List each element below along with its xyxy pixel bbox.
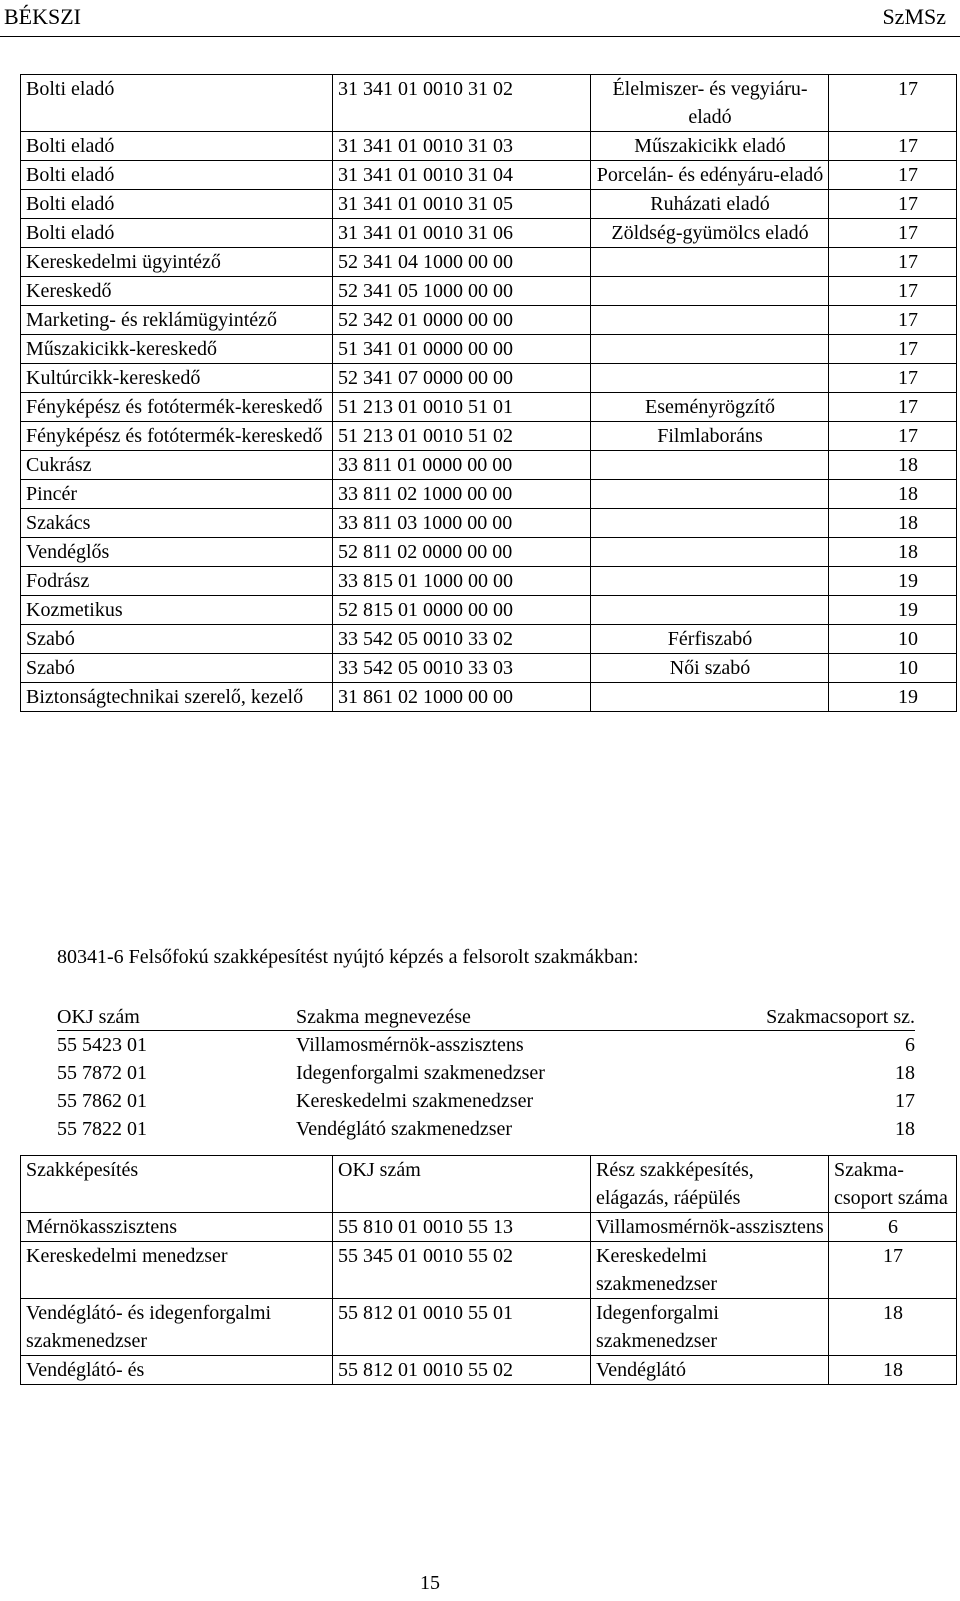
- table-row: [21, 364, 957, 393]
- okj-number: 33 811 02 1000 00 00: [333, 480, 591, 509]
- higher-education-list-rows: [57, 1031, 915, 1143]
- group-number: 19: [829, 683, 957, 712]
- partial-qualification: [591, 567, 829, 596]
- qualification-name: Kultúrcikk-kereskedő: [21, 364, 333, 393]
- okj-number: 55 5423 01: [57, 1034, 147, 1056]
- qualification-name: Bolti eladó: [21, 190, 333, 219]
- higher-education-list: [57, 1003, 915, 1143]
- group-number: 18: [895, 1118, 915, 1140]
- okj-number: 31 341 01 0010 31 04: [333, 161, 591, 190]
- table-header-row: [21, 1156, 957, 1213]
- partial-qualification: Idegenforgalmi szakmenedzser: [591, 1299, 829, 1356]
- header-okj: OKJ szám: [333, 1156, 591, 1213]
- table-row: [21, 248, 957, 277]
- group-number: 17: [829, 219, 957, 248]
- profession-name: Kereskedelmi szakmenedzser: [296, 1090, 534, 1112]
- qualification-name: Bolti eladó: [21, 219, 333, 248]
- qualification-name: Kozmetikus: [21, 596, 333, 625]
- qualification-name: Bolti eladó: [21, 132, 333, 161]
- header-divider: [0, 36, 960, 37]
- partial-qualification: [591, 596, 829, 625]
- table-row: [21, 132, 957, 161]
- okj-number: 31 341 01 0010 31 06: [333, 219, 591, 248]
- okj-number: 31 861 02 1000 00 00: [333, 683, 591, 712]
- group-number: 17: [829, 364, 957, 393]
- okj-number: 55 7862 01: [57, 1090, 147, 1112]
- table-row: [21, 335, 957, 364]
- group-number: 10: [829, 625, 957, 654]
- okj-number: 51 213 01 0010 51 02: [333, 422, 591, 451]
- okj-number: 33 542 05 0010 33 02: [333, 625, 591, 654]
- partial-qualification: [591, 480, 829, 509]
- qualification-name: Kereskedelmi ügyintéző: [21, 248, 333, 277]
- table-row: [21, 75, 957, 132]
- table-row: [21, 654, 957, 683]
- qualification-name: Fényképész és fotótermék-kereskedő: [21, 422, 333, 451]
- partial-qualification: Porcelán- és edényáru-eladó: [591, 161, 829, 190]
- okj-number: 55 812 01 0010 55 02: [333, 1356, 591, 1385]
- header-partial-qualification: Rész szakképesítés, elágazás, ráépülés: [591, 1156, 829, 1213]
- list-item: [57, 1059, 915, 1087]
- table-row: [21, 277, 957, 306]
- qualification-name: Szabó: [21, 654, 333, 683]
- group-number: 17: [829, 422, 957, 451]
- group-number: 18: [829, 1356, 957, 1385]
- group-number: 17: [829, 306, 957, 335]
- okj-number: 55 812 01 0010 55 01: [333, 1299, 591, 1356]
- table-row: [21, 1356, 957, 1385]
- okj-number: 51 213 01 0010 51 01: [333, 393, 591, 422]
- okj-number: 31 341 01 0010 31 05: [333, 190, 591, 219]
- okj-number: 51 341 01 0000 00 00: [333, 335, 591, 364]
- section-title: 80341-6 Felsőfokú szakképesítést nyújtó képzés a felsorolt szakmákban:: [57, 946, 639, 968]
- partial-qualification: [591, 335, 829, 364]
- partial-qualification: [591, 509, 829, 538]
- table-row: [21, 567, 957, 596]
- qualification-name: Szabó: [21, 625, 333, 654]
- okj-number: 55 7822 01: [57, 1118, 147, 1140]
- group-number: 17: [829, 132, 957, 161]
- partial-qualification: [591, 538, 829, 567]
- partial-qualification: Filmlaboráns: [591, 422, 829, 451]
- partial-qualification: Kereskedelmi szakmenedzser: [591, 1242, 829, 1299]
- table-row: [21, 625, 957, 654]
- qualification-name: Mérnökasszisztens: [21, 1213, 333, 1242]
- table-row: [21, 596, 957, 625]
- group-number: 17: [829, 248, 957, 277]
- group-number: 6: [829, 1213, 957, 1242]
- group-number: 17: [895, 1090, 915, 1112]
- group-number: 18: [829, 451, 957, 480]
- header-qualification: Szakképesítés: [21, 1156, 333, 1213]
- qualification-name: Kereskedelmi menedzser: [21, 1242, 333, 1299]
- table-row: [21, 1213, 957, 1242]
- group-number: 17: [829, 393, 957, 422]
- header-group-number: Szakma-csoport száma: [829, 1156, 957, 1213]
- group-number: 18: [829, 509, 957, 538]
- header-institution: BÉKSZI: [4, 4, 81, 29]
- profession-name: Vendéglátó szakmenedzser: [296, 1118, 513, 1140]
- list-item: [57, 1031, 915, 1059]
- partial-qualification: [591, 248, 829, 277]
- profession-name: Villamosmérnök-asszisztens: [296, 1034, 524, 1056]
- qualification-name: Fodrász: [21, 567, 333, 596]
- partial-qualification: Műszakicikk eladó: [591, 132, 829, 161]
- okj-number: 33 811 03 1000 00 00: [333, 509, 591, 538]
- partial-qualification: [591, 277, 829, 306]
- table-row: [21, 190, 957, 219]
- group-number: 17: [829, 161, 957, 190]
- qualification-name: Pincér: [21, 480, 333, 509]
- qualification-name: Marketing- és reklámügyintéző: [21, 306, 333, 335]
- okj-number: 55 7872 01: [57, 1062, 147, 1084]
- partial-qualification: Eseményrögzítő: [591, 393, 829, 422]
- partial-qualification: [591, 306, 829, 335]
- okj-number: 33 811 01 0000 00 00: [333, 451, 591, 480]
- header-profession-name: Szakma megnevezése: [296, 1006, 471, 1028]
- table-row: [21, 1242, 957, 1299]
- table-row: [21, 509, 957, 538]
- page-number: 15: [420, 1572, 440, 1594]
- qualification-name: Biztonságtechnikai szerelő, kezelő: [21, 683, 333, 712]
- okj-number: 31 341 01 0010 31 02: [333, 75, 591, 132]
- qualification-name: Szakács: [21, 509, 333, 538]
- header-okj: OKJ szám: [57, 1006, 140, 1028]
- partial-qualification: Zöldség-gyümölcs eladó: [591, 219, 829, 248]
- partial-qualification: Vendéglátó: [591, 1356, 829, 1385]
- table-row: [21, 683, 957, 712]
- group-number: 17: [829, 190, 957, 219]
- partial-qualification: Élelmiszer- és vegyiáru-eladó: [591, 75, 829, 132]
- okj-number: 31 341 01 0010 31 03: [333, 132, 591, 161]
- group-number: 10: [829, 654, 957, 683]
- table-row: [21, 219, 957, 248]
- okj-number: 52 341 04 1000 00 00: [333, 248, 591, 277]
- partial-qualification: Villamosmérnök-asszisztens: [591, 1213, 829, 1242]
- okj-number: 52 341 07 0000 00 00: [333, 364, 591, 393]
- qualification-name: Bolti eladó: [21, 75, 333, 132]
- assistant-qualifications-table: [20, 1155, 957, 1385]
- header-document-code: SzMSz: [882, 4, 946, 29]
- qualification-name: Vendéglátó- és idegenforgalmi szakmenedzser: [21, 1299, 333, 1356]
- group-number: 18: [829, 1299, 957, 1356]
- qualification-name: Cukrász: [21, 451, 333, 480]
- qualification-name: Vendéglátó- és: [21, 1356, 333, 1385]
- list-item: [57, 1115, 915, 1143]
- partial-qualification: [591, 451, 829, 480]
- okj-number: 52 342 01 0000 00 00: [333, 306, 591, 335]
- okj-number: 52 815 01 0000 00 00: [333, 596, 591, 625]
- table-row: [21, 1299, 957, 1356]
- list-item: [57, 1087, 915, 1115]
- okj-number: 52 341 05 1000 00 00: [333, 277, 591, 306]
- profession-name: Idegenforgalmi szakmenedzser: [296, 1062, 545, 1084]
- partial-qualification: Ruházati eladó: [591, 190, 829, 219]
- higher-education-list-header: [57, 1003, 915, 1031]
- table-row: [21, 538, 957, 567]
- partial-qualification: Férfiszabó: [591, 625, 829, 654]
- okj-number: 52 811 02 0000 00 00: [333, 538, 591, 567]
- okj-number: 33 542 05 0010 33 03: [333, 654, 591, 683]
- table-row: [21, 451, 957, 480]
- okj-number: 55 810 01 0010 55 13: [333, 1213, 591, 1242]
- table-row: [21, 480, 957, 509]
- qualification-name: Vendéglős: [21, 538, 333, 567]
- group-number: 18: [895, 1062, 915, 1084]
- group-number: 18: [829, 480, 957, 509]
- group-number: 18: [829, 538, 957, 567]
- table-row: [21, 306, 957, 335]
- table-row: [21, 161, 957, 190]
- partial-qualification: [591, 683, 829, 712]
- group-number: 17: [829, 277, 957, 306]
- qualification-name: Kereskedő: [21, 277, 333, 306]
- okj-number: 33 815 01 1000 00 00: [333, 567, 591, 596]
- qualification-name: Műszakicikk-kereskedő: [21, 335, 333, 364]
- qualification-name: Fényképész és fotótermék-kereskedő: [21, 393, 333, 422]
- okj-number: 55 345 01 0010 55 02: [333, 1242, 591, 1299]
- table-row: [21, 393, 957, 422]
- qualification-name: Bolti eladó: [21, 161, 333, 190]
- assistant-qualifications-table-body: [21, 1213, 957, 1385]
- group-number: 17: [829, 335, 957, 364]
- qualifications-table-body: [21, 75, 957, 712]
- header-group-number: Szakmacsoport sz.: [766, 1006, 915, 1028]
- partial-qualification: [591, 364, 829, 393]
- group-number: 6: [905, 1034, 915, 1056]
- group-number: 17: [829, 1242, 957, 1299]
- table-row: [21, 422, 957, 451]
- group-number: 17: [829, 75, 957, 132]
- partial-qualification: Női szabó: [591, 654, 829, 683]
- group-number: 19: [829, 596, 957, 625]
- qualifications-table: [20, 74, 957, 712]
- group-number: 19: [829, 567, 957, 596]
